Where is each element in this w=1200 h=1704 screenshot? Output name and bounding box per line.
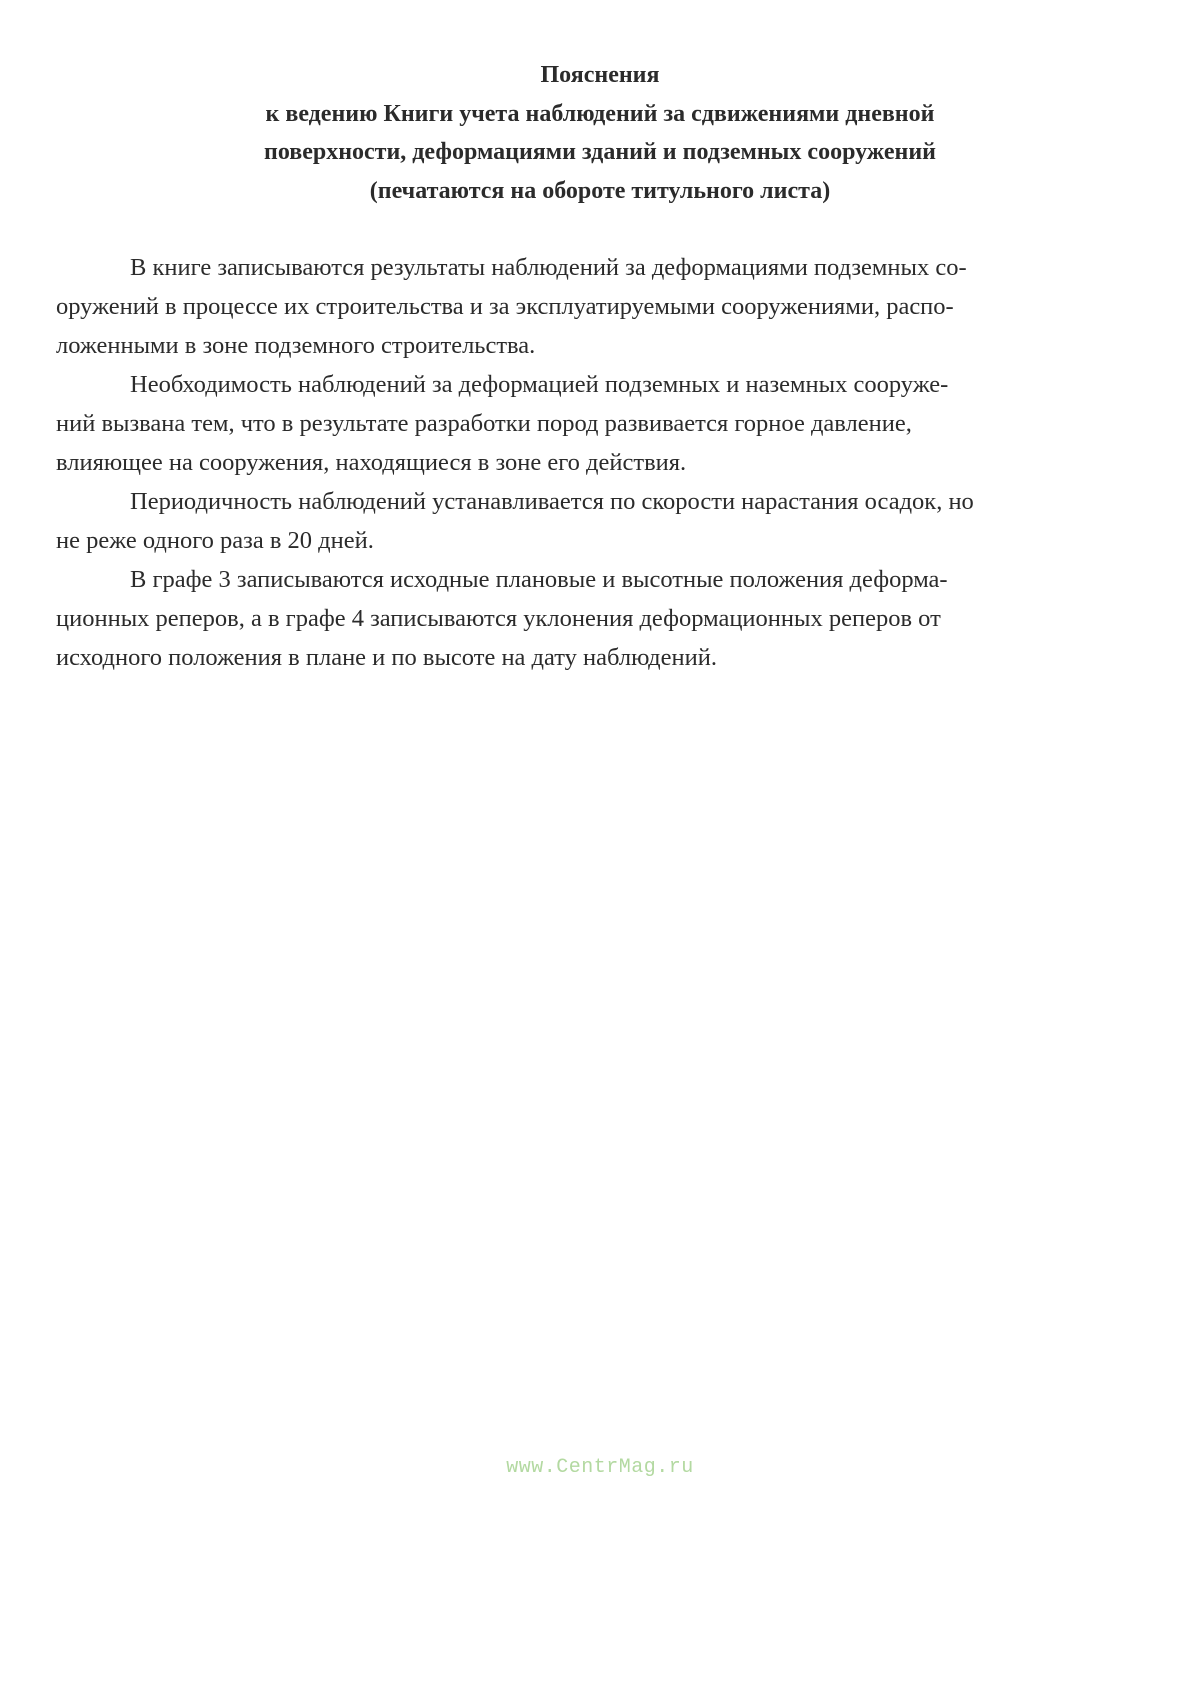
paragraph-line: не реже одного раза в 20 дней. bbox=[56, 527, 374, 554]
paragraph bbox=[56, 560, 1136, 677]
paragraph-line: Необходимость наблюдений за деформацией подземных и наземных сооруже- bbox=[130, 371, 949, 398]
paragraph-line: ционных реперов, а в графе 4 записываются уклонения деформационных реперов от bbox=[56, 605, 941, 632]
watermark: www.CentrMag.ru bbox=[506, 1456, 694, 1479]
document-heading bbox=[0, 56, 1200, 210]
paragraph-line: влияющее на сооружения, находящиеся в зоне его действия. bbox=[56, 449, 687, 476]
heading-subtitle-line-1: к ведению Книги учета наблюдений за сдвижениями дневной bbox=[265, 100, 935, 127]
paragraph bbox=[56, 365, 1136, 482]
paragraph-line: оружений в процессе их строительства и за эксплуатируемыми сооружениями, распо- bbox=[56, 293, 954, 320]
paragraph-line: ложенными в зоне подземного строительства. bbox=[56, 332, 536, 359]
heading-title: Пояснения bbox=[540, 62, 660, 88]
paragraph bbox=[56, 482, 1136, 560]
paragraph-line: В графе 3 записываются исходные плановые и высотные положения деформа- bbox=[130, 566, 948, 593]
document-body bbox=[56, 248, 1136, 677]
heading-subtitle-line-2: поверхности, деформациями зданий и подземных сооружений bbox=[264, 139, 936, 165]
paragraph-line: Периодичность наблюдений устанавливается по скорости нарастания осадок, но bbox=[130, 488, 974, 515]
paragraph-line: ний вызвана тем, что в результате разработки пород развивается горное давление, bbox=[56, 410, 912, 437]
paragraph-line: В книге записываются результаты наблюдений за деформациями подземных со- bbox=[130, 254, 967, 281]
heading-note: (печатаются на обороте титульного листа) bbox=[369, 177, 831, 204]
paragraph bbox=[56, 248, 1136, 365]
paragraph-line: исходного положения в плане и по высоте на дату наблюдений. bbox=[56, 644, 717, 671]
